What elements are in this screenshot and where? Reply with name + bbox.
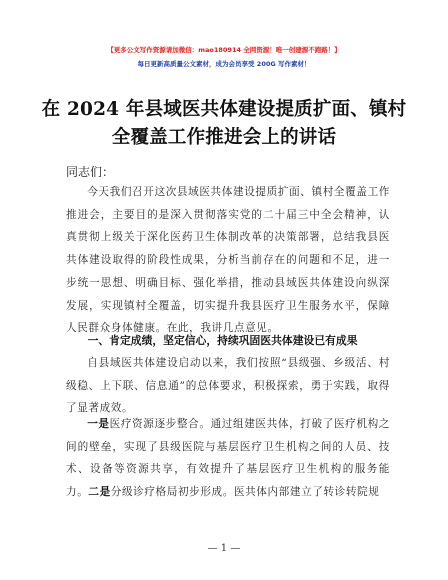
- paragraph-resources: [66, 413, 390, 504]
- salutation: 同志们：: [66, 165, 115, 179]
- promo-banner-line-2: 每日更新高质量公文素材，成为会员享受 200G 写作素材！: [137, 60, 311, 68]
- paragraph-intro: 今天我们召开这次县域医共体建设提质扩面、镇村全覆盖工作推进会，主要目的是深入贯彻落实党的二十届三中全会精神，认真贯彻上级关于深化医药卫生体制改革的决策部署，总结我县医共体建设取得的阶段性成果，分析当前存在的问题和不足，进一步统一思想、明确目标、强化举措，推动县域医共体建设向纵深发展，实现镇村全覆盖，切实提升我县医疗卫生服务水平，保障人民群众身体健康。在此，我讲几点意见。: [66, 186, 390, 335]
- page-number: — 1 —: [207, 543, 241, 554]
- document-title: 在 2024 年县域医共体建设提质扩面、镇村全覆盖工作推进会上的讲话: [41, 99, 407, 148]
- paragraph-achievements: 自县域医共体建设启动以来，我们按照“县级强、乡级活、村级稳、上下联、信息通”的总体要求，积极探索，勇于实践，取得了显著成效。: [66, 357, 390, 415]
- point-text-2: 分级诊疗格局初步形成。医共体内部建立了转诊转院规: [110, 486, 380, 499]
- promo-banner-line-1: 【更多公文写作资源请加微信：mao180914 全网资源！唯一创建源不跑路！】: [107, 46, 341, 54]
- section-heading-1: 一、肯定成绩，坚定信心，持续巩固医共体建设已有成果: [87, 334, 358, 347]
- point-lead-2: 二是: [88, 486, 111, 499]
- point-text-1: 医疗资源逐步整合。通过组建医共体，打破了医疗机构之间的壁垒，实现了县级医院与基层医疗卫生机构之间的人员、技术、设备等资源共享，有效提升了基层医疗卫生机构的服务能力。: [66, 418, 390, 499]
- point-lead-1: 一是: [87, 418, 110, 430]
